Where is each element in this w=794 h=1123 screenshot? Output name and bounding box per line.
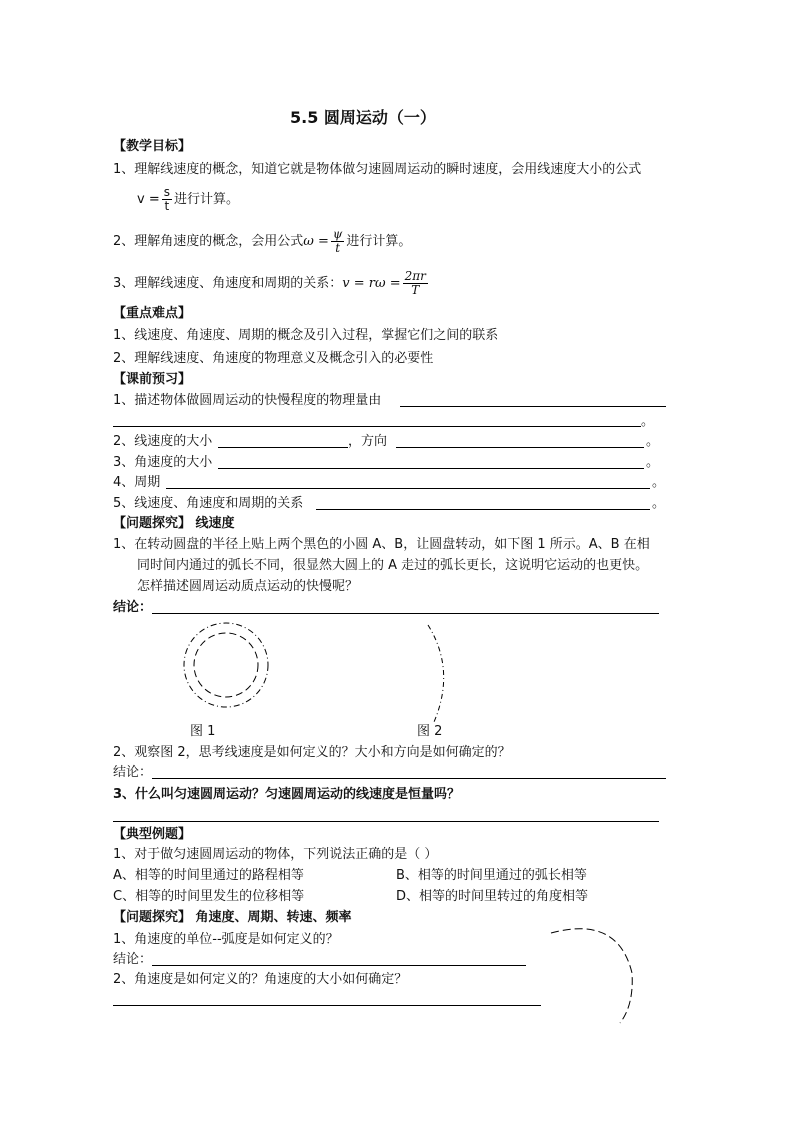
question-1-line-2: 同时间内通过的弧长不同，很显然大圆上的 A 走过的弧长更长，这说明它运动的也更快。 (137, 558, 649, 573)
dash-dot-arc (428, 625, 444, 722)
preview-4: 4、周期 (113, 475, 161, 490)
formula-v: v = (137, 192, 160, 207)
goal-2 (113, 228, 411, 255)
figure-2-caption: 图 2 (417, 724, 443, 739)
goal-3-text: 3、理解线速度、角速度和周期的关系： (113, 276, 343, 291)
figure-2-arc (420, 622, 460, 726)
figure-3-arc (548, 925, 640, 1027)
example-1: 1、对于做匀速圆周运动的物体，下列说法正确的是（ ） (113, 847, 438, 862)
section-explore-angular-velocity: 【问题探究】 角速度、周期、转速、频率 (113, 910, 352, 925)
section-key-points: 【重点难点】 (113, 306, 192, 321)
blank-line[interactable] (152, 778, 666, 779)
conclusion-label: 结论： (113, 600, 153, 615)
period: 。 (646, 455, 660, 470)
formula-v-r-omega: v = rω = (342, 276, 401, 291)
blank-line[interactable] (396, 447, 644, 448)
formula-omega: ω = (303, 234, 329, 249)
fraction-psi-over-t (331, 228, 344, 255)
goal-2-tail: 进行计算。 (346, 234, 412, 249)
fraction-s-over-t (162, 186, 172, 213)
page-title: 5.5 圆周运动（一） (290, 108, 436, 127)
figure-1-circles (178, 622, 278, 708)
option-d[interactable]: D、相等的时间里转过的角度相等 (396, 889, 589, 904)
preview-2: 2、线速度的大小 (113, 434, 213, 449)
blank-line[interactable] (152, 965, 526, 966)
preview-3: 3、角速度的大小 (113, 455, 213, 470)
blank-line[interactable] (152, 613, 659, 614)
blank-line[interactable] (218, 468, 644, 469)
question-2: 2、观察图 2，思考线速度是如何定义的？大小和方向是如何确定的？ (113, 745, 511, 760)
goal-3 (113, 270, 430, 297)
question-1-line-3: 怎样描述圆周运动质点运动的快慢呢？ (137, 579, 359, 594)
blank-line[interactable] (113, 426, 641, 427)
fraction-denominator: T (403, 283, 428, 297)
blank-line[interactable] (113, 1005, 541, 1006)
blank-line[interactable] (400, 406, 666, 407)
section-explore-linear-velocity: 【问题探究】 线速度 (113, 516, 235, 531)
blank-line[interactable] (316, 509, 650, 510)
goal-1: 1、理解线速度的概念，知道它就是物体做匀速圆周运动的瞬时速度，会用线速度大小的公式 (113, 162, 642, 177)
blank-line[interactable] (166, 488, 650, 489)
preview-2-direction: ，方向 (348, 434, 388, 449)
question-3: 3、什么叫匀速圆周运动？匀速圆周运动的线速度是恒量吗？ (113, 787, 461, 802)
period: 。 (646, 434, 660, 449)
question-1-line-1: 1、在转动圆盘的半径上贴上两个黑色的小圆 A、B，让圆盘转动，如下图 1 所示。A、B 在相 (113, 537, 650, 552)
blank-line[interactable] (113, 821, 659, 822)
blank-line[interactable] (218, 447, 348, 448)
fraction-denominator: t (331, 241, 344, 255)
angular-question-2: 2、角速度是如何定义的？角速度的大小如何确定？ (113, 972, 408, 987)
fraction-numerator: ψ (332, 227, 343, 241)
inner-dashed-circle (194, 633, 258, 697)
section-preview: 【课前预习】 (113, 372, 192, 387)
option-c[interactable]: C、相等的时间里发生的位移相等 (113, 889, 305, 904)
conclusion-label: 结论： (113, 765, 153, 780)
goal-1-tail: 进行计算。 (173, 192, 239, 207)
fraction-2pir-over-T (403, 270, 428, 297)
option-a[interactable]: A、相等的时间里通过的路程相等 (113, 868, 304, 883)
fraction-numerator: 2πr (404, 269, 426, 283)
fraction-numerator: s (163, 185, 170, 199)
goal-1-formula (137, 186, 239, 213)
option-b[interactable]: B、相等的时间里通过的弧长相等 (396, 868, 587, 883)
dashed-arc (551, 929, 632, 1023)
angular-question-1: 1、角速度的单位--弧度是如何定义的？ (113, 932, 339, 947)
key-1: 1、线速度、角速度、周期的概念及引入过程，掌握它们之间的联系 (113, 328, 499, 343)
section-example: 【典型例题】 (113, 827, 192, 842)
section-goals: 【教学目标】 (113, 139, 192, 154)
goal-2-text: 2、理解角速度的概念，会用公式 (113, 234, 304, 249)
preview-5: 5、线速度、角速度和周期的关系 (113, 496, 304, 511)
conclusion-label: 结论： (113, 952, 153, 967)
period: 。 (652, 496, 666, 511)
period: 。 (641, 414, 655, 429)
key-2: 2、理解线速度、角速度的物理意义及概念引入的必要性 (113, 351, 434, 366)
preview-1: 1、描述物体做圆周运动的快慢程度的物理量由 (113, 393, 382, 408)
period: 。 (652, 475, 666, 490)
outer-dash-dot-circle (184, 623, 268, 707)
fraction-denominator: t (162, 199, 172, 213)
figure-1-caption: 图 1 (190, 724, 216, 739)
